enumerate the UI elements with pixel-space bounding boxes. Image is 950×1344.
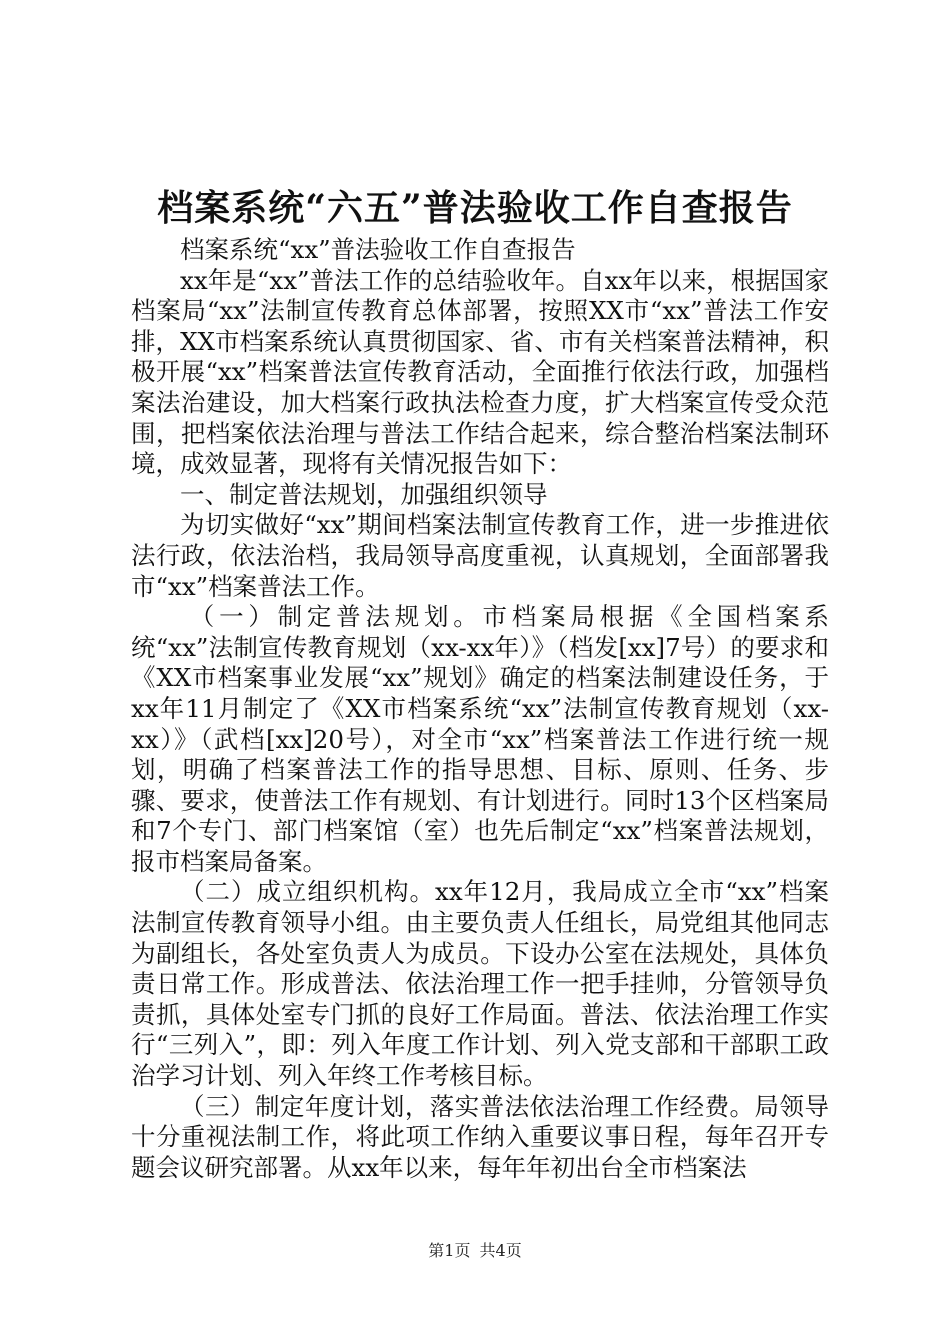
body-paragraph: （二）成立组织机构。xx年12月，我局成立全市“xx”档案法制宣传教育领导小组。由主要负责人任组长，局党组其他同志为副组长，各处室负责人为成员。下设办公室在法规处，具体负责日常工作。形成普法、依法治理工作一把手挂帅，分管领导负责抓，具体处室专门抓的良好工作局面。普法、依法治理工作实行“三列入”，即：列入年度工作计划、列入党支部和干部职工政治学习计划、列入年终工作考核目标。	[131, 877, 829, 1091]
section-heading: 一、制定普法规划，加强组织领导	[180, 479, 548, 509]
page-total: 共4页	[479, 1241, 522, 1260]
page-footer	[0, 1240, 950, 1262]
body-paragraph: xx年是“xx”普法工作的总结验收年。自xx年以来，根据国家档案局“xx”法制宣传教育总体部署，按照XX市“xx”普法工作安排，XX市档案系统认真贯彻国家、省、市有关档案普法精神，积极开展“xx”档案普法宣传教育活动，全面推行依法行政，加强档案法治建设，加大档案行政执法检查力度，扩大档案宣传受众范围，把档案依法治理与普法工作结合起来，综合整治档案法制环境，成效显著，现将有关情况报告如下：	[131, 265, 829, 479]
document-title: 档案系统“六五”普法验收工作自查报告	[157, 187, 793, 229]
body-paragraph: 为切实做好“xx”期间档案法制宣传教育工作，进一步推进依法行政，依法治档，我局领导高度重视，认真规划，全面部署我市“xx”档案普法工作。	[131, 510, 829, 601]
document-body	[131, 235, 829, 1183]
page-number: 第1页	[428, 1241, 471, 1260]
body-paragraph: （三）制定年度计划，落实普法依法治理工作经费。局领导十分重视法制工作，将此项工作纳入重要议事日程，每年召开专题会议研究部署。从xx年以来，每年年初出台全市档案法	[131, 1091, 829, 1182]
body-paragraph: （一）制定普法规划。市档案局根据《全国档案系统“xx”法制宣传教育规划（xx-xx年）》（档发[xx]7号）的要求和《XX市档案事业发展“xx”规划》确定的档案法制建设任务，于xx年11月制定了《XX市档案系统“xx”法制宣传教育规划（xx-xx）》（武档[xx]20号），对全市“xx”档案普法工作进行统一规划，明确了档案普法工作的指导思想、目标、原则、任务、步骤、要求，使普法工作有规划、有计划进行。同时13个区档案局和7个专门、部门档案馆（室）也先后制定“xx”档案普法规划，报市档案局备案。	[131, 602, 829, 876]
subtitle-paragraph: 档案系统“xx”普法验收工作自查报告	[180, 235, 576, 264]
